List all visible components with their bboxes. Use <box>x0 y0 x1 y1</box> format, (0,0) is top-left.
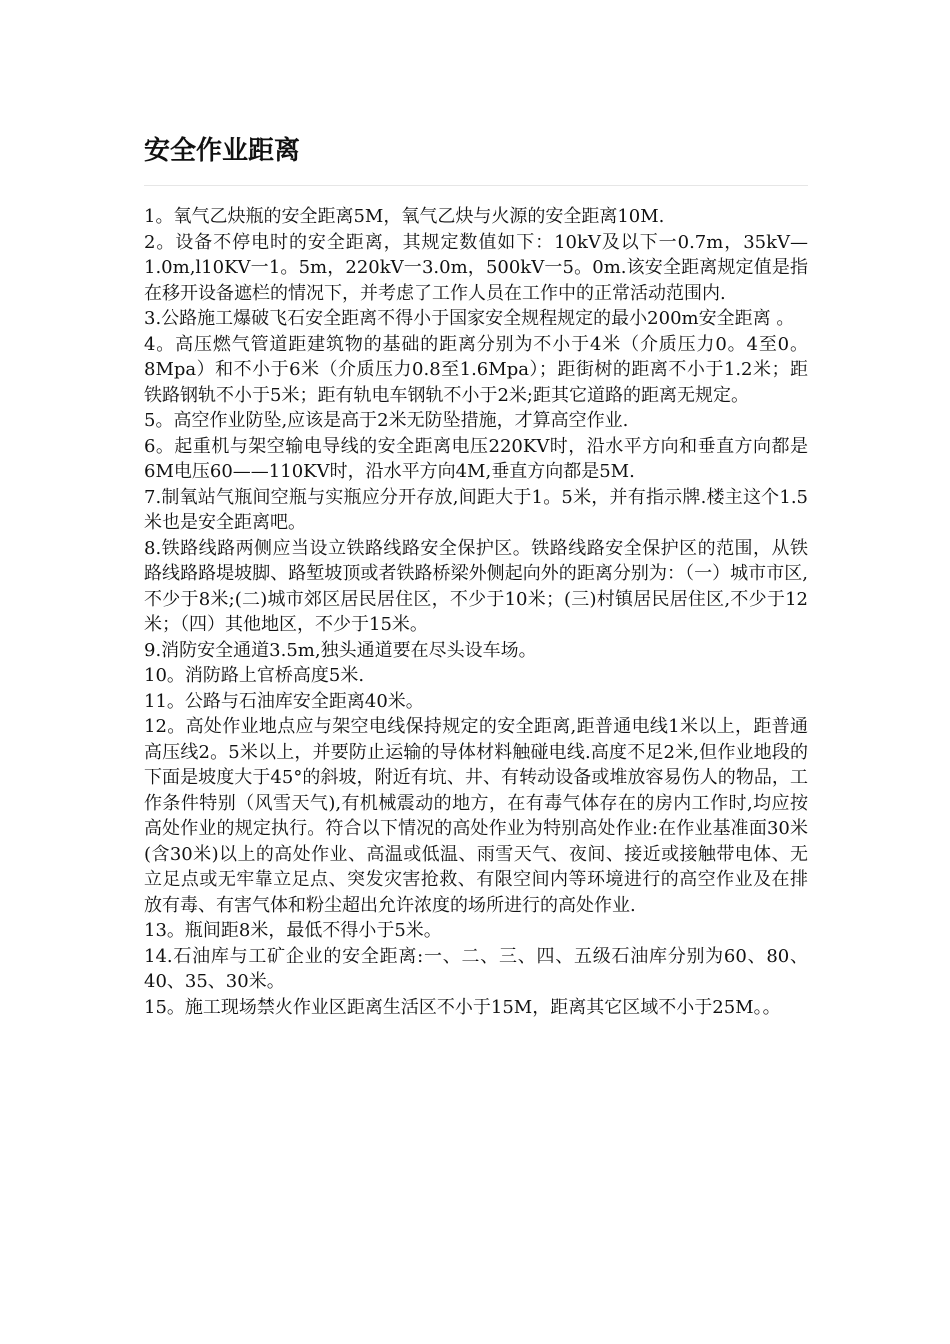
paragraph-3: 3.公路施工爆破飞石安全距离不得小于国家安全规程规定的最小200m安全距离 。 <box>144 308 795 329</box>
paragraph-13: 13。瓶间距8米，最低不得小于5米。 <box>144 920 442 941</box>
paragraph-7: 7.制氧站气瓶间空瓶与实瓶应分开存放,间距大于1。5米，并有指示牌.楼主这个1.5米也是安全距离吧。 <box>144 486 808 533</box>
paragraph-2: 2。设备不停电时的安全距离，其规定数值如下：10kV及以下一0.7m，35kV—1.0m,l10KV一1。5m，220kV一3.0m，500kV一5。0m.该安全距离规定值是指在移开设备遮栏的情况下，并考虑了工作人员在工作中的正常活动范围内. <box>144 231 808 304</box>
paragraph-6: 6。起重机与架空输电导线的安全距离电压220KV时，沿水平方向和垂直方向都是6M电压60——110KV时，沿水平方向4M,垂直方向都是5M. <box>144 435 808 482</box>
paragraph-15: 15。施工现场禁火作业区距离生活区不小于15M，距离其它区域不小于25M。。 <box>144 996 781 1018</box>
paragraph-14: 14.石油库与工矿企业的安全距离:一、二、三、四、五级石油库分别为60、80、40、35、30米。 <box>144 945 808 992</box>
title-divider <box>144 185 808 186</box>
page-title: 安全作业距离 <box>144 136 301 166</box>
paragraph-9: 9.消防安全通道3.5m,独头通道要在尽头设车场。 <box>144 639 537 661</box>
paragraph-5: 5。高空作业防坠,应该是高于2米无防坠措施，才算高空作业. <box>144 410 629 431</box>
paragraph-8: 8.铁路线路两侧应当设立铁路线路安全保护区。铁路线路安全保护区的范围，从铁路线路路堤坡脚、路堑坡顶或者铁路桥梁外侧起向外的距离分别为：（一）城市市区,不少于8米;(二)城市郊区居民居住区，不少于10米；(三)村镇居民居住区,不少于12米；（四）其他地区，不少于15米。 <box>144 537 808 635</box>
document-body <box>144 204 808 1020</box>
paragraph-10: 10。消防路上官桥高度5米. <box>144 665 365 686</box>
paragraph-11: 11。公路与石油库安全距离40米。 <box>144 690 424 712</box>
paragraph-4: 4。高压燃气管道距建筑物的基础的距离分别为不小于4米（介质压力0。4至0。8Mpa）和不小于6米（介质压力0.8至1.6Mpa）；距街树的距离不小于1.2米；距铁路钢轨不小于5米；距有轨电车钢轨不小于2米;距其它道路的距离无规定。 <box>144 333 808 406</box>
paragraph-1: 1。氧气乙炔瓶的安全距离5M，氧气乙炔与火源的安全距离10M. <box>144 206 665 227</box>
paragraph-12: 12。高处作业地点应与架空电线保持规定的安全距离,距普通电线1米以上，距普通高压线2。5米以上，并要防止运输的导体材料触碰电线.高度不足2米,但作业地段的下面是坡度大于45°的斜坡，附近有坑、井、有转动设备或堆放容易伤人的物品，工作条件特别（风雪天气),有机械震动的地方，在有毒气体存在的房内工作时,均应按高处作业的规定执行。符合以下情况的高处作业为特别高处作业:在作业基准面30米(含30米)以上的高处作业、高温或低温、雨雪天气、夜间、接近或接触带电体、无立足点或无牢靠立足点、突发灾害抢救、有限空间内等环境进行的高空作业及在排放有毒、有害气体和粉尘超出允许浓度的场所进行的高处作业. <box>144 716 808 916</box>
